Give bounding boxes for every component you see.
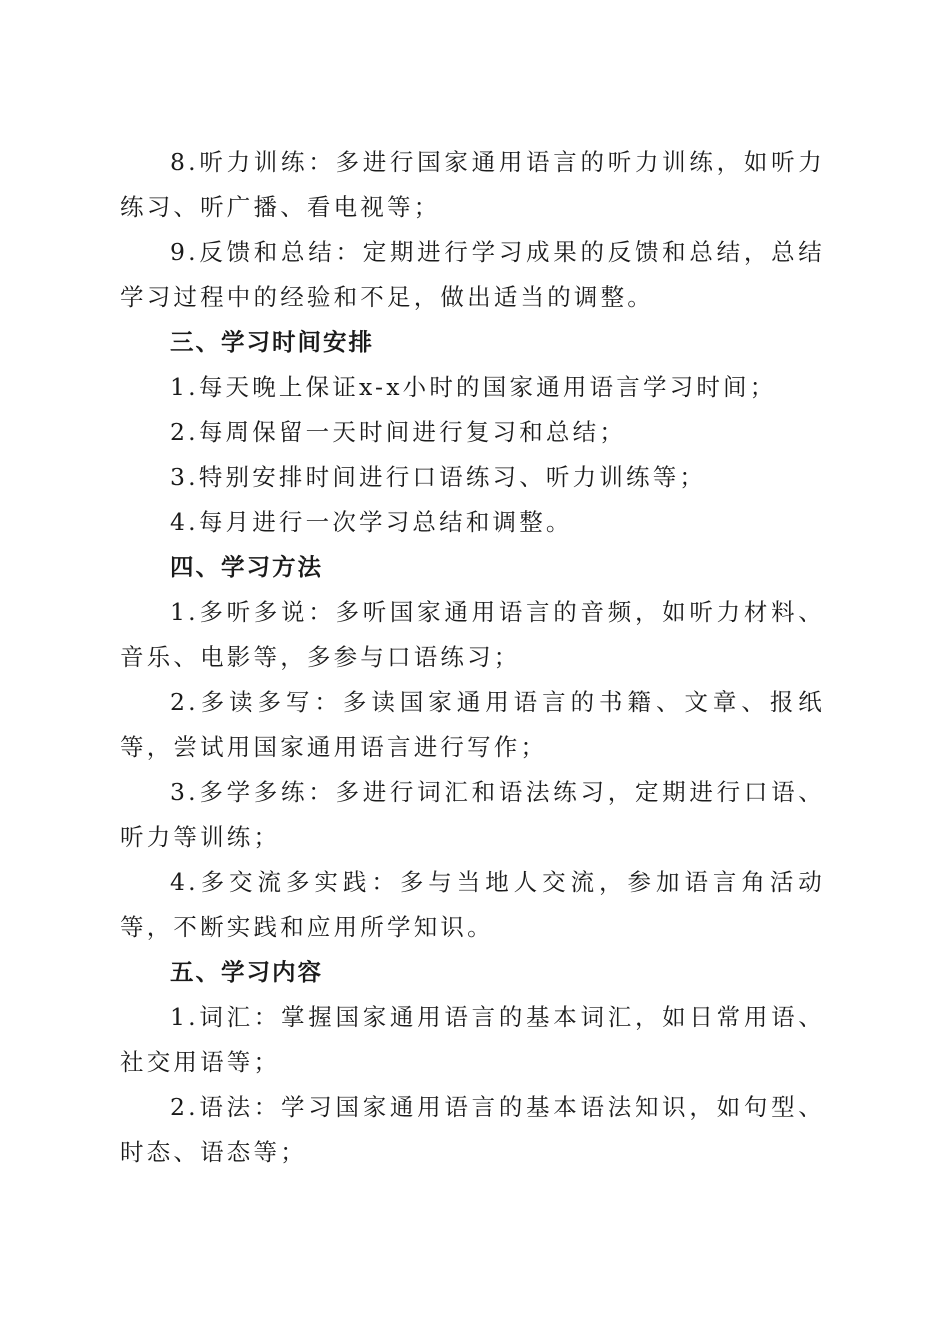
paragraph-schedule-weekly: 2.每周保留一天时间进行复习和总结； — [170, 418, 627, 446]
paragraph-method-communicate: 4.多交流多实践：多与当地人交流，参加语言角活动等，不断实践和应用所学知识。 — [120, 868, 825, 941]
section-heading-study-schedule: 三、学习时间安排 — [170, 328, 374, 356]
paragraph-schedule-monthly: 4.每月进行一次学习总结和调整。 — [170, 508, 573, 536]
paragraph-content-grammar: 2.语法：学习国家通用语言的基本语法知识，如句型、时态、语态等； — [120, 1093, 825, 1166]
paragraph-method-learn-practice: 3.多学多练：多进行词汇和语法练习，定期进行口语、听力等训练； — [120, 778, 825, 851]
paragraph-schedule-special: 3.特别安排时间进行口语练习、听力训练等； — [170, 463, 707, 491]
paragraph-method-read-write: 2.多读多写：多读国家通用语言的书籍、文章、报纸等，尝试用国家通用语言进行写作； — [120, 688, 825, 761]
paragraph-content-vocabulary: 1.词汇：掌握国家通用语言的基本词汇，如日常用语、社交用语等； — [120, 1003, 825, 1076]
paragraph-feedback-summary: 9.反馈和总结：定期进行学习成果的反馈和总结，总结学习过程中的经验和不足，做出适当的调整。 — [120, 238, 825, 311]
document-body — [120, 140, 825, 1175]
paragraph-method-listen-speak: 1.多听多说：多听国家通用语言的音频，如听力材料、音乐、电影等，多参与口语练习； — [120, 598, 825, 671]
section-heading-study-methods: 四、学习方法 — [170, 553, 323, 581]
section-heading-study-content: 五、学习内容 — [170, 958, 323, 986]
paragraph-listening-training: 8.听力训练：多进行国家通用语言的听力训练，如听力练习、听广播、看电视等； — [120, 148, 825, 221]
paragraph-schedule-daily: 1.每天晚上保证x-x小时的国家通用语言学习时间； — [170, 373, 777, 401]
